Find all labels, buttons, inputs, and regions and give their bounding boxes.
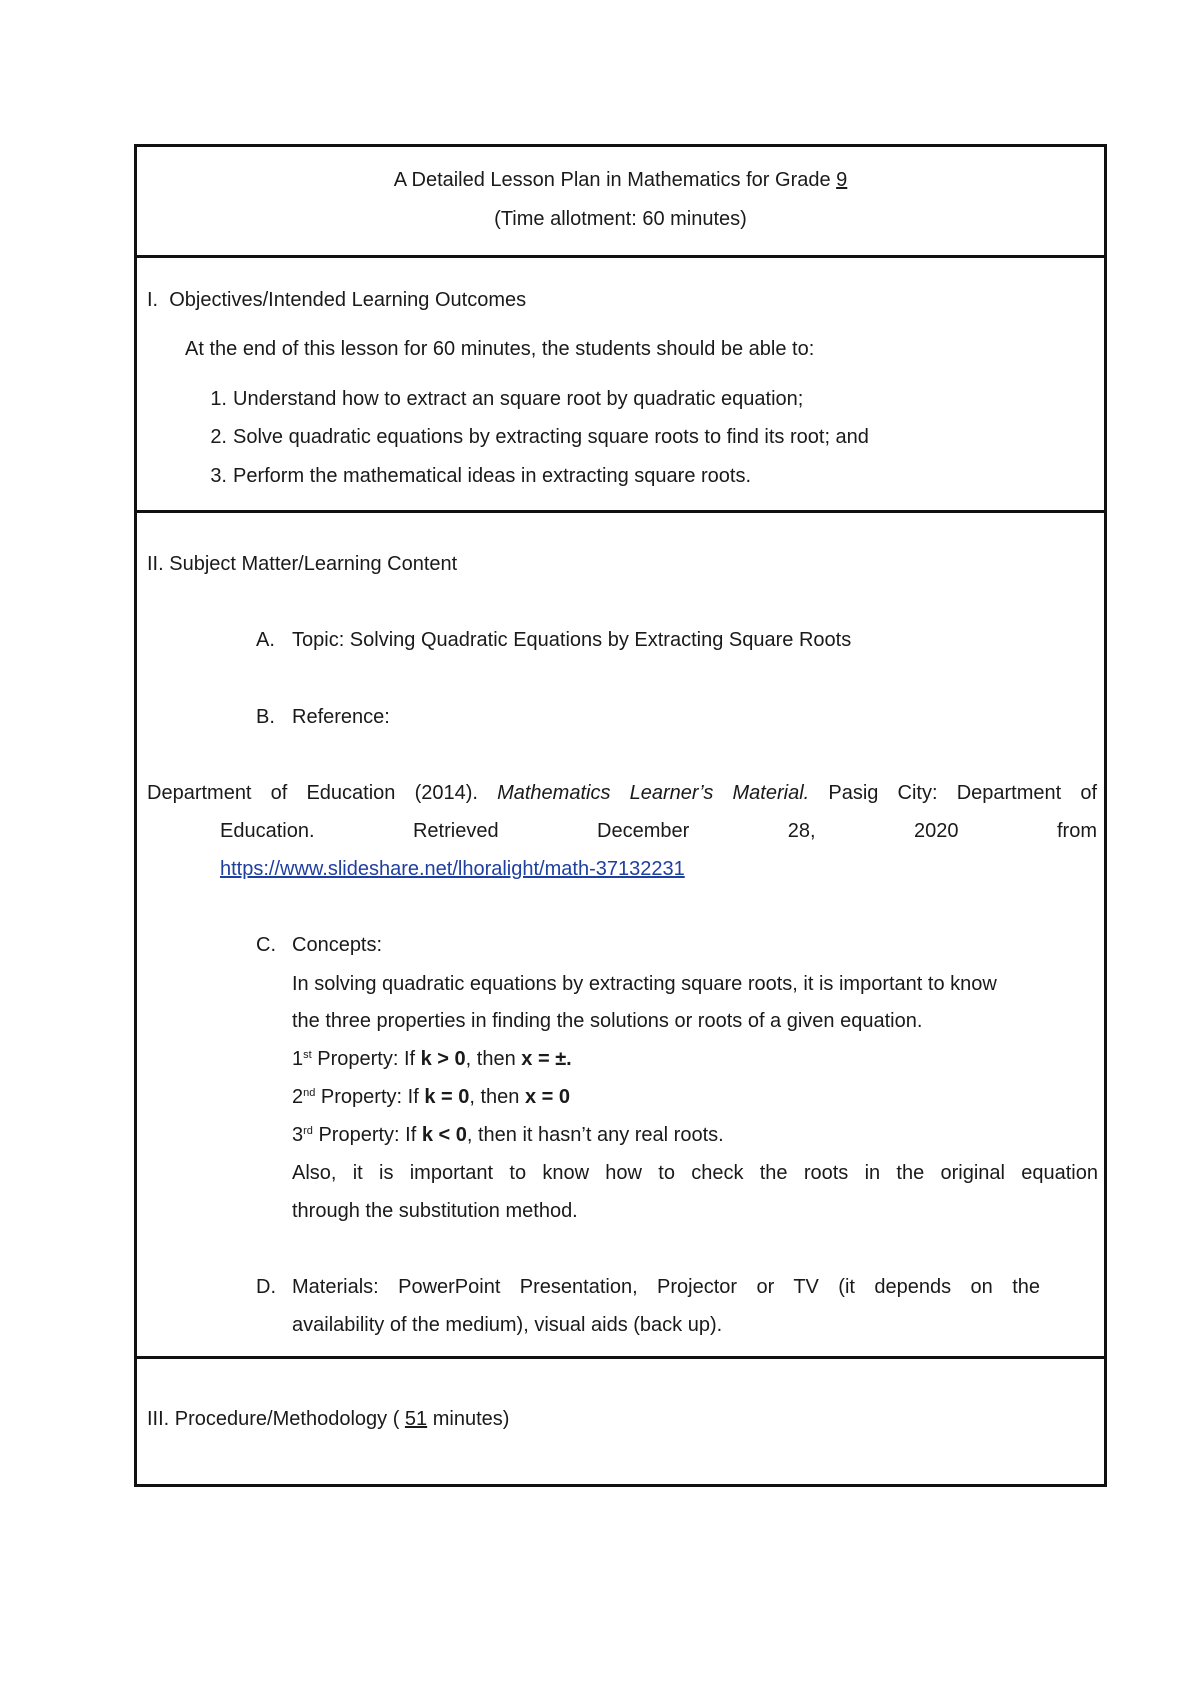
procedure-heading: III. Procedure/Methodology ( 51 minutes) bbox=[147, 1408, 510, 1430]
reference-label: B. Reference: bbox=[256, 706, 390, 728]
objective-item: 2. Solve quadratic equations by extracting square roots to find its root; and bbox=[210, 426, 869, 448]
subject-heading: II. Subject Matter/Learning Content bbox=[147, 553, 458, 575]
check-roots-line-1: Also, it is important to know how to check the roots in the original equation bbox=[292, 1162, 1098, 1184]
objectives-cell bbox=[134, 258, 1107, 513]
check-roots-line-2: through the substitution method. bbox=[292, 1200, 578, 1222]
objective-item: 1. Understand how to extract an square root by quadratic equation; bbox=[210, 388, 804, 410]
objective-item: 3. Perform the mathematical ideas in extracting square roots. bbox=[210, 465, 752, 487]
materials-line-2: availability of the medium), visual aids (back up). bbox=[292, 1314, 723, 1336]
reference-link[interactable]: https://www.slideshare.net/lhoralight/math-37132231 bbox=[220, 858, 685, 880]
grade-value: 9 bbox=[836, 169, 848, 191]
subject-matter-cell bbox=[134, 513, 1107, 1359]
property-line: 2nd Property: If k = 0, then x = 0 bbox=[292, 1086, 571, 1108]
objectives-intro: At the end of this lesson for 60 minutes, the students should be able to: bbox=[185, 338, 815, 360]
time-allotment: (Time allotment: 60 minutes) bbox=[494, 208, 747, 230]
materials-line-1: D. Materials: PowerPoint Presentation, Projector or TV (it depends on the bbox=[256, 1276, 1040, 1298]
topic-line: A. Topic: Solving Quadratic Equations by Extracting Square Roots bbox=[256, 629, 852, 651]
property-line: 1st Property: If k > 0, then x = ±. bbox=[292, 1048, 572, 1070]
procedure-cell bbox=[134, 1359, 1107, 1487]
header-cell bbox=[134, 144, 1107, 258]
property-line: 3rd Property: If k < 0, then it hasn’t any real roots. bbox=[292, 1124, 724, 1146]
citation-line-2: Education. Retrieved December 28, 2020 from bbox=[220, 820, 1097, 842]
document-title: A Detailed Lesson Plan in Mathematics for Grade 9 bbox=[393, 169, 848, 191]
objectives-heading: I. Objectives/Intended Learning Outcomes bbox=[147, 289, 527, 311]
lesson-plan-table bbox=[134, 144, 1107, 1487]
citation-line-1: Department of Education (2014). Mathematics Learner’s Material. Pasig City: Department of bbox=[147, 782, 1098, 804]
concepts-intro-1: In solving quadratic equations by extracting square roots, it is important to know bbox=[292, 973, 997, 995]
concepts-label: C. Concepts: bbox=[256, 934, 383, 956]
concepts-intro-2: the three properties in finding the solutions or roots of a given equation. bbox=[292, 1010, 923, 1032]
citation-title: Mathematics Learner’s Material. bbox=[497, 782, 810, 804]
